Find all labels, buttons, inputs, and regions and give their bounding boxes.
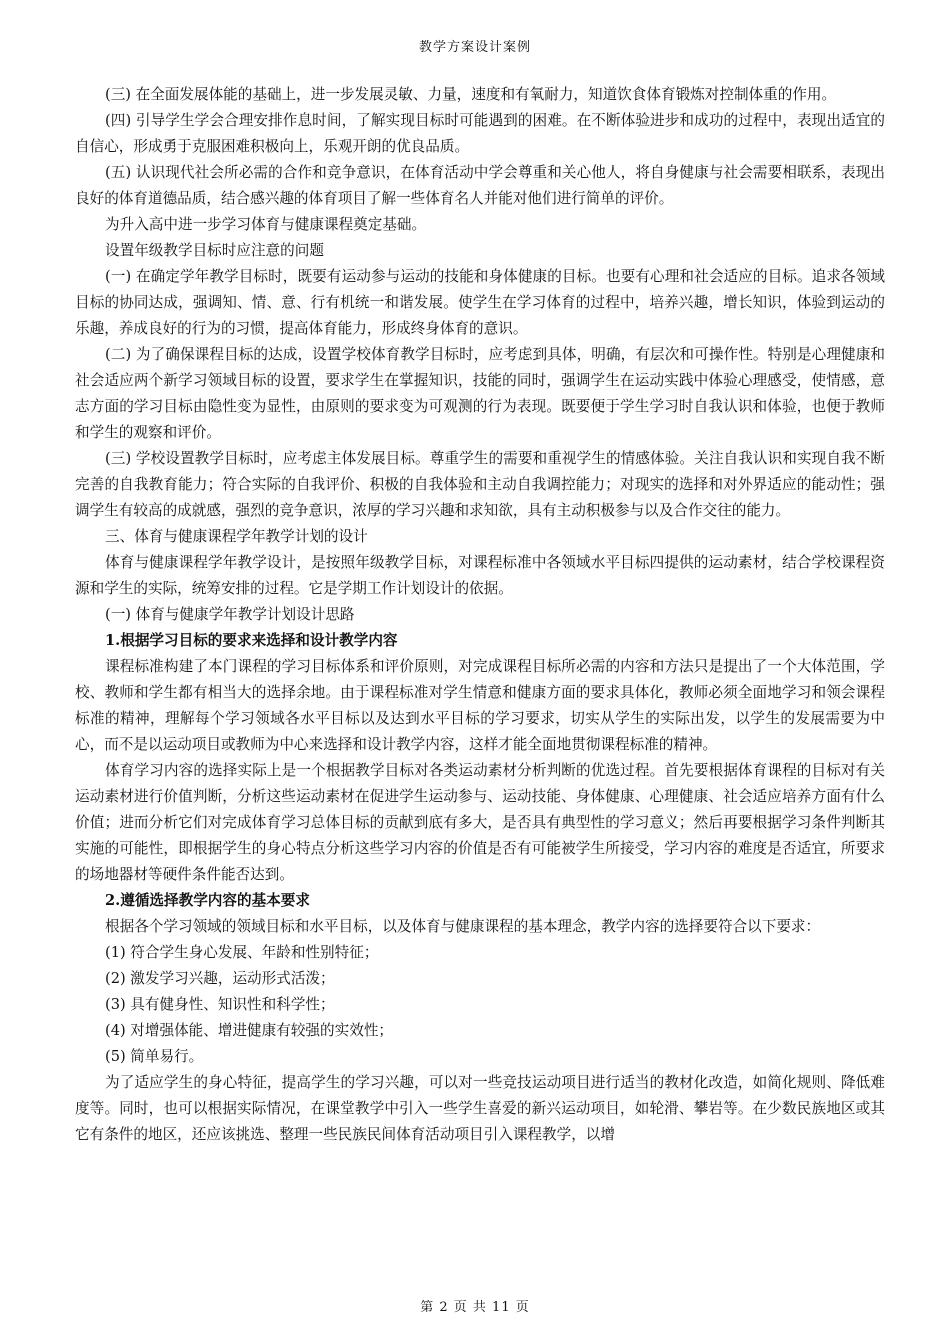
document-body: [75, 82, 885, 1148]
page-number: 第 2 页 共 11 页: [420, 1300, 530, 1315]
paragraph-issue-1: (一) 在确定学年教学目标时，既要有运动参与运动的技能和身体健康的目标。也要有心理和社会适应的目标。追求各领域目标的协同达成，强调知、情、意、行有机统一和谐发展。使学生在学习体育的过程中，培养兴趣，增长知识，体验到运动的乐趣，养成良好的行为的习惯，提高体育能力，形成终身体育的意识。: [75, 268, 885, 337]
paragraph-curriculum-standard: 课程标准构建了本门课程的学习目标体系和评价原则，对完成课程目标所必需的内容和方法只是提出了一个大体范围，学校、教师和学生都有相当大的选择余地。由于课程标准对学生情意和健康方面的要求具体化，教师必须全面地学习和领会课程标准的精神，理解每个学习领域各水平目标以及达到水平目标的学习要求，切实从学生的实际出发，以学生的发展需要为中心，而不是以运动项目或教师为中心来选择和设计教学内容，这样才能全面地贯彻课程标准的精神。: [75, 658, 885, 753]
page-header: 教学方案设计案例: [418, 40, 531, 55]
paragraph-requirements-intro: 根据各个学习领域的领域目标和水平目标，以及体育与健康课程的基本理念，教学内容的选择要符合以下要求：: [105, 918, 821, 935]
paragraph-issue-3: (三) 学校设置教学目标时，应考虑主体发展目标。尊重学生的需要和重视学生的情感体验。关注自我认识和实现自我不断完善的自我教育能力；符合实际的自我评价、积极的自我体验和主动自我调控能力；对现实的选择和对外界适应的能动性；强调学生有较高的成就感，强烈的竞争意识，浓厚的学习兴趣和求知欲，具有主动积极参与以及合作交往的能力。: [75, 450, 885, 519]
bold-heading-basic-requirements: 2.遵循选择教学内容的基本要求: [105, 892, 310, 909]
list-item-requirement-3: (3) 具有健身性、知识性和科学性；: [105, 996, 335, 1013]
list-item-requirement-2: (2) 激发学习兴趣，运动形式活泼；: [105, 970, 335, 987]
list-item-requirement-4: (4) 对增强体能、增进健康有较强的实效性；: [105, 1022, 394, 1039]
subheading-plan-approach: (一) 体育与健康学年教学计划设计思路: [105, 606, 355, 623]
paragraph-goal-5: (五) 认识现代社会所必需的合作和竞争意识，在体育活动中学会尊重和关心他人，将自身健康与社会需要相联系，表现出良好的体育道德品质，结合感兴趣的体育项目了解一些体育名人并能对他们进行简单的评价。: [75, 164, 885, 207]
section-heading-annual-plan: 三、体育与健康课程学年教学计划的设计: [105, 528, 368, 545]
section-subheading-goal-issues: 设置年级教学目标时应注意的问题: [105, 242, 324, 259]
bold-heading-select-content: 1.根据学习目标的要求来选择和设计教学内容: [105, 632, 398, 649]
paragraph-adaptation: 为了适应学生的身心特征，提高学生的学习兴趣，可以对一些竞技运动项目进行适当的教材化改造，如简化规则、降低难度等。同时，也可以根据实际情况，在课堂教学中引入一些学生喜爱的新兴运动项目，如轮滑、攀岩等。在少数民族地区或其它有条件的地区，还应该挑选、整理一些民族民间体育活动项目引入课程教学，以增: [75, 1074, 885, 1143]
paragraph-content-selection: 体育学习内容的选择实际上是一个根据教学目标对各类运动素材分析判断的优选过程。首先要根据体育课程的目标对有关运动素材进行价值判断，分析这些运动素材在促进学生运动参与、运动技能、身体健康、心理健康、社会适应培养方面有什么价值；进而分析它们对完成体育学习总体目标的贡献到底有多大，是否具有典型性的学习意义；然后再要根据学习条件判断其实施的可能性，即根据学生的身心特点分析这些学习内容的价值是否有可能被学生所接受，学习内容的难度是否适宜，所要求的场地器材等硬件条件能否达到。: [75, 762, 885, 883]
paragraph-annual-plan-intro: 体育与健康课程学年教学设计，是按照年级教学目标，对课程标准中各领域水平目标四提供的运动素材，结合学校课程资源和学生的实际，统筹安排的过程。它是学期工作计划设计的依据。: [75, 554, 885, 597]
paragraph-foundation: 为升入高中进一步学习体育与健康课程奠定基础。: [105, 216, 427, 233]
paragraph-goal-3: (三) 在全面发展体能的基础上，进一步发展灵敏、力量，速度和有氧耐力，知道饮食体育锻炼对控制体重的作用。: [105, 86, 837, 103]
list-item-requirement-1: (1) 符合学生身心发展、年龄和性别特征；: [105, 944, 379, 961]
list-item-requirement-5: (5) 简单易行。: [105, 1048, 204, 1065]
paragraph-issue-2: (二) 为了确保课程目标的达成，设置学校体育教学目标时，应考虑到具体，明确，有层次和可操作性。特别是心理健康和社会适应两个新学习领域目标的设置，要求学生在掌握知识，技能的同时，强调学生在运动实践中体验心理感受，使情感，意志方面的学习目标由隐性变为显性，由原则的要求变为可观测的行为表现。既要便于学生学习时自我认识和体验，也便于教师和学生的观察和评价。: [75, 346, 885, 441]
paragraph-goal-4: (四) 引导学生学会合理安排作息时间，了解实现目标时可能遇到的困难。在不断体验进步和成功的过程中，表现出适宜的自信心，形成勇于克服困难积极向上，乐观开朗的优良品质。: [75, 112, 885, 155]
